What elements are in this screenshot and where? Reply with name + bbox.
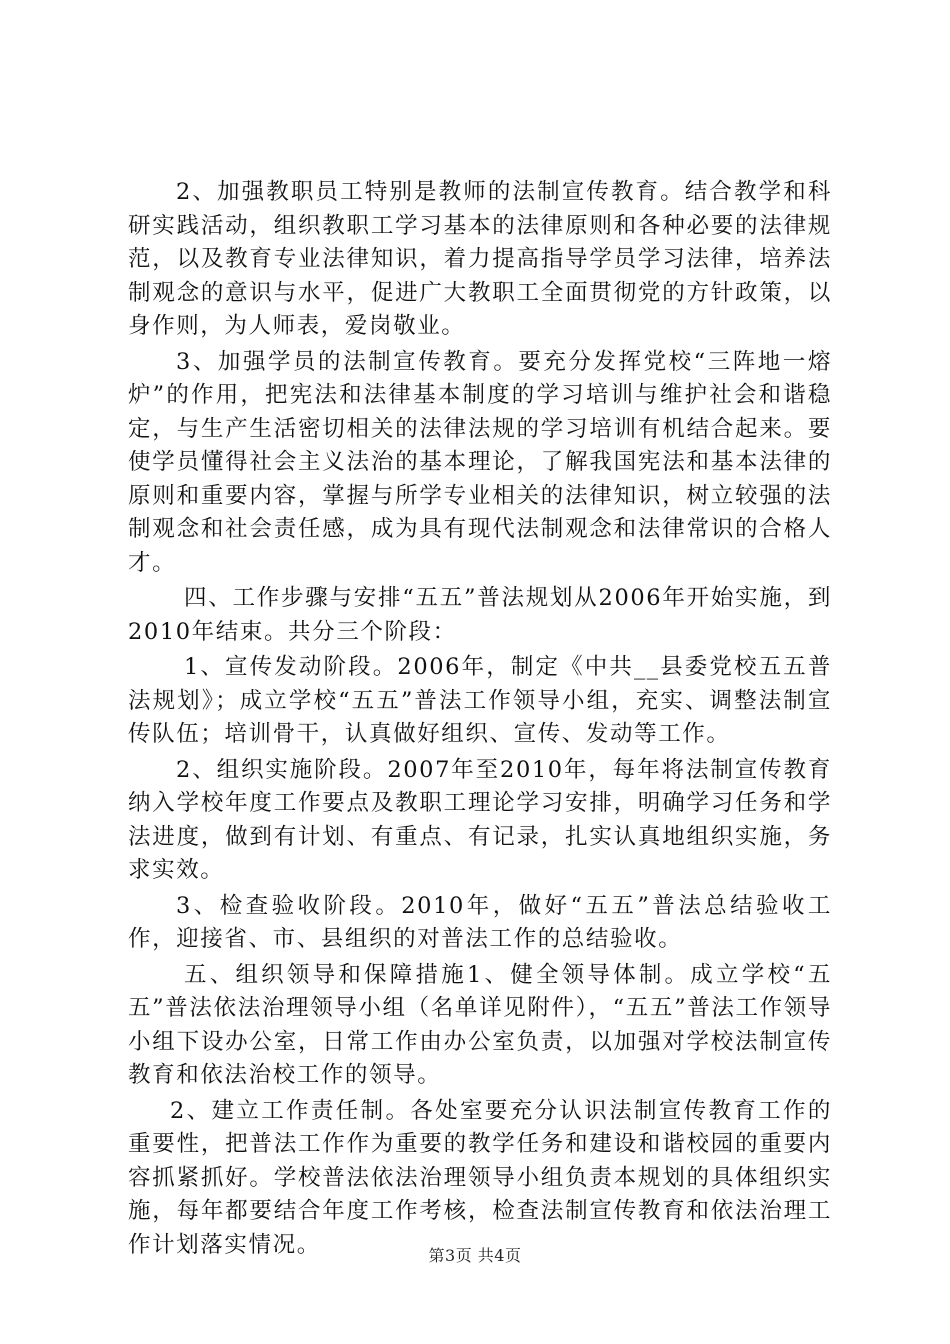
paragraph-student-education: 3、加强学员的法制宣传教育。要充分发挥党校“三阵地一熔炉”的作用，把宪法和法律基本制度的学习培训与维护社会和谐稳定，与生产生活密切相关的法律法规的学习培训有机结合起来。要使学员懂得社会主义法治的基本理论，了解我国宪法和基本法律的原则和重要内容，掌握与所学专业相关的法律知识，树立较强的法制观念和社会责任感，成为具有现代法制观念和法律常识的合格人才。 [128, 348, 832, 576]
paragraph-stage-implementation: 2、组织实施阶段。2007年至2010年，每年将法制宣传教育纳入学校年度工作要点及教职工理论学习安排，明确学习任务和学法进度，做到有计划、有重点、有记录，扎实认真地组织实施，务求实效。 [128, 756, 832, 883]
paragraph-work-steps: 四、工作步骤与安排“五五”普法规划从2006年开始实施，到2010年结束。共分三个阶段： [128, 585, 832, 645]
paragraph-responsibility: 2、建立工作责任制。各处室要充分认识法制宣传教育工作的重要性，把普法工作作为重要的教学任务和建设和谐校园的重要内容抓紧抓好。学校普法依法治理领导小组负责本规划的具体组织实施，每年都要结合年度工作考核，检查法制宣传教育和依法治理工作计划落实情况。 [128, 1097, 832, 1258]
paragraph-stage-inspection: 3、检查验收阶段。2010年，做好“五五”普法总结验收工作，迎接省、市、县组织的对普法工作的总结验收。 [128, 892, 832, 952]
page-footer: 第3页 共4页 [428, 1246, 522, 1265]
paragraph-staff-education: 2、加强教职员工特别是教师的法制宣传教育。结合教学和科研实践活动，组织教职工学习基本的法律原则和各种必要的法律规范，以及教育专业法律知识，着力提高指导学员学习法律，培养法制观念的意识与水平，促进广大教职工全面贯彻党的方针政策，以身作则，为人师表，爱岗敬业。 [128, 179, 832, 339]
document-body [128, 176, 832, 1264]
paragraph-stage-publicity: 1、宣传发动阶段。2006年，制定《中共__县委党校五五普法规划》；成立学校“五五”普法工作领导小组，充实、调整法制宣传队伍；培训骨干，认真做好组织、宣传、发动等工作。 [128, 654, 832, 747]
paragraph-leadership: 五、组织领导和保障措施1、健全领导体制。成立学校“五五”普法依法治理领导小组（名单详见附件），“五五”普法工作领导小组下设办公室，日常工作由办公室负责，以加强对学校法制宣传教育和依法治校工作的领导。 [128, 961, 832, 1088]
